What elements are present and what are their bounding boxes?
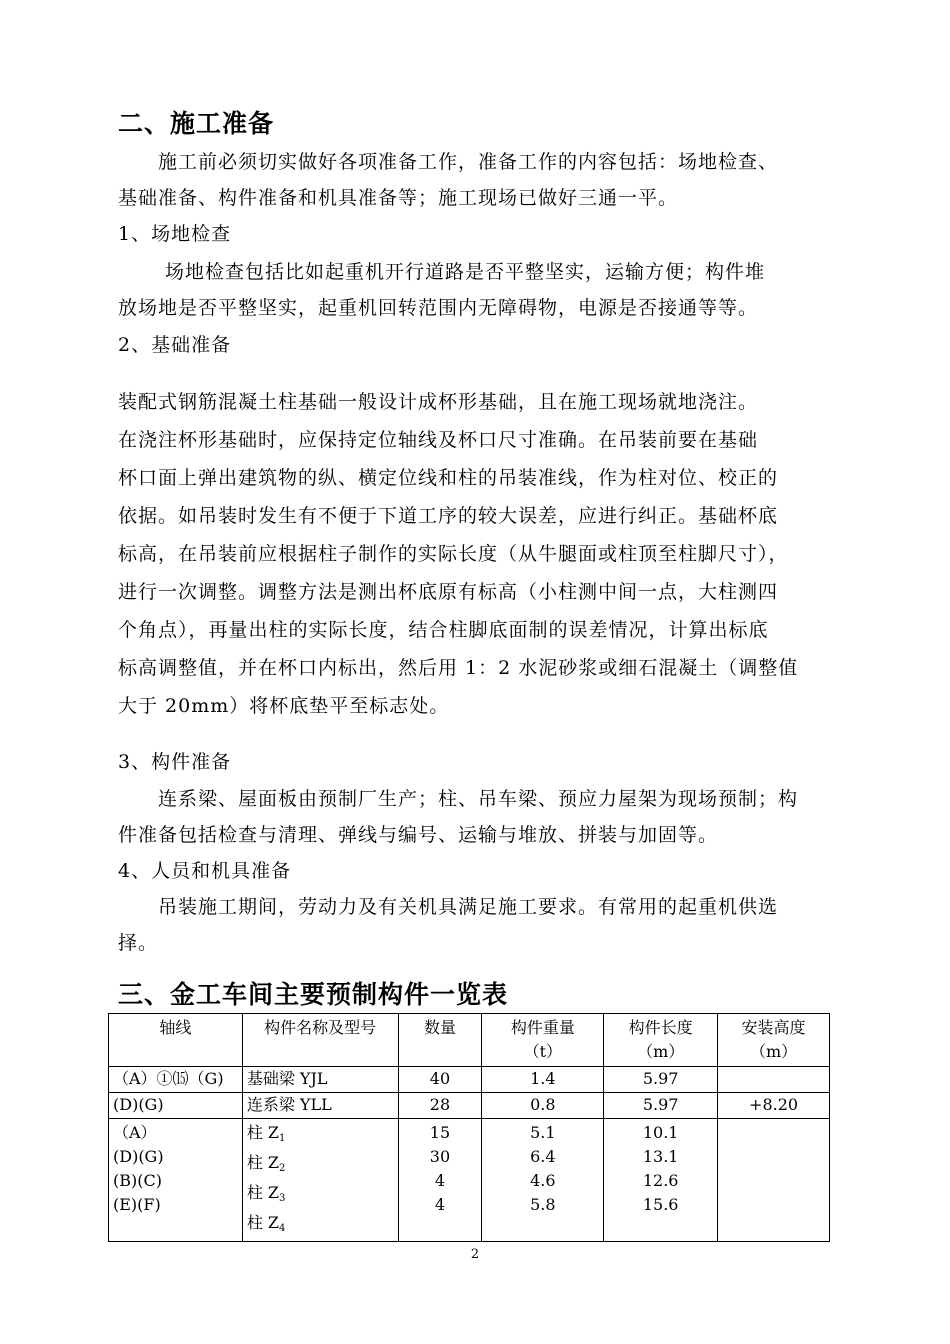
column-weight: 5.8 [530,1195,556,1214]
foundation-line-3: 杯口面上弹出建筑物的纵、横定位线和柱的吊装准线，作为柱对位、校正的 [118,467,779,489]
column-axis: (D)(G) [113,1147,164,1166]
cell-qty: 40 [398,1067,482,1093]
cell-qty: 28 [398,1093,482,1119]
column-weight: 6.4 [530,1147,556,1166]
foundation-line-9: 大于 20mm）将杯底垫平至标志处。 [118,695,450,717]
column-axis: (B)(C) [113,1171,162,1190]
column-axis: （A） [113,1123,157,1142]
column-length: 10.1 [642,1123,679,1142]
column-name: 柱 $Z_1$ [246,1123,286,1144]
table-row [109,1093,830,1119]
header-length-unit: （m） [637,1042,685,1061]
column-weight: 4.6 [530,1171,556,1190]
personnel-line-2: 择。 [118,932,159,954]
item-title-site-check: 1、场地检查 [118,223,232,245]
column-name: 柱 $Z_2$ [246,1153,286,1174]
foundation-line-1: 装配式钢筋混凝土柱基础一般设计成杯形基础，且在施工现场就地浇注。 [118,391,759,413]
intro-line-2: 基础准备、构件准备和机具准备等；施工现场已做好三通一平。 [118,187,679,209]
cell-weight: 1.4 [482,1067,604,1093]
header-height-unit: （m） [749,1042,798,1061]
cell-qty-group [398,1119,482,1242]
cell-height [718,1067,830,1093]
components-line-1: 连系梁、屋面板由预制厂生产；柱、吊车梁、预应力屋架为现场预制；构 [158,788,799,810]
component-table [108,1013,830,1242]
header-axis: 轴线 [109,1014,243,1067]
cell-name: 基础梁 YJL [242,1067,398,1093]
header-length-label: 构件长度 [628,1018,693,1037]
column-axis: (E)(F) [113,1195,161,1214]
column-qty: 15 [429,1123,451,1142]
column-qty: 30 [429,1147,451,1166]
foundation-line-8: 标高调整值，并在杯口内标出，然后用 1：2 水泥砂浆或细石混凝土（调整值 [118,657,799,679]
page-number: 2 [470,1247,480,1262]
column-length: 13.1 [642,1147,679,1166]
section-heading-preparation: 二、施工准备 [118,109,275,138]
cell-height: +8.20 [718,1093,830,1119]
cell-axis-group [109,1119,243,1242]
table-row-columns [109,1119,830,1242]
foundation-line-5: 标高，在吊装前应根据柱子制作的实际长度（从牛腿面或柱顶至柱脚尺寸）， [118,543,789,565]
table-row [109,1067,830,1093]
item-title-components: 3、构件准备 [118,751,232,773]
cell-weight: 0.8 [482,1093,604,1119]
cell-name: 连系梁 YLL [242,1093,398,1119]
column-length: 12.6 [642,1171,679,1190]
foundation-line-6: 进行一次调整。调整方法是测出杯底原有标高（小柱测中间一点，大柱测四 [118,581,779,603]
column-qty: 4 [434,1171,446,1190]
site-check-line-1: 场地检查包括比如起重机开行道路是否平整坚实，运输方便；构件堆 [165,261,766,283]
header-name: 构件名称及型号 [242,1014,398,1067]
header-qty: 数量 [398,1014,482,1067]
personnel-line-1: 吊装施工期间，劳动力及有关机具满足施工要求。有常用的起重机供选 [158,896,779,918]
header-height [718,1014,830,1067]
components-line-2: 件准备包括检查与清理、弹线与编号、运输与堆放、拼装与加固等。 [118,824,719,846]
header-weight-label: 构件重量 [510,1018,575,1037]
header-length [604,1014,718,1067]
cell-weight-group [482,1119,604,1242]
column-name: 柱 $Z_3$ [246,1183,286,1204]
cell-axis: (D)(G) [109,1093,243,1119]
intro-line-1: 施工前必须切实做好各项准备工作，准备工作的内容包括：场地检查、 [158,151,779,173]
column-qty: 4 [434,1195,446,1214]
cell-length: 5.97 [604,1093,718,1119]
item-title-foundation: 2、基础准备 [118,334,232,356]
cell-axis: （A）①⒂（G) [109,1067,243,1093]
foundation-line-4: 依据。如吊装时发生有不便于下道工序的较大误差，应进行纠正。基础杯底 [118,505,779,527]
site-check-line-2: 放场地是否平整坚实，起重机回转范围内无障碍物，电源是否接通等等。 [118,297,759,319]
column-name: 柱 $Z_4$ [246,1213,286,1234]
column-weight: 5.1 [530,1123,556,1142]
foundation-line-7: 个角点），再量出柱的实际长度，结合柱脚底面制的误差情况，计算出标底 [118,619,769,641]
header-weight [482,1014,604,1067]
header-height-label: 安装高度 [741,1018,806,1037]
table-header-row [109,1014,830,1067]
column-length: 15.6 [642,1195,679,1214]
cell-name-group [242,1119,398,1242]
header-weight-unit: （t） [523,1042,563,1061]
foundation-line-2: 在浇注杯形基础时，应保持定位轴线及杯口尺寸准确。在吊装前要在基础 [118,429,759,451]
cell-length-group [604,1119,718,1242]
cell-height-group [718,1119,830,1242]
section-heading-component-list: 三、金工车间主要预制构件一览表 [118,980,509,1009]
item-title-personnel: 4、人员和机具准备 [118,860,292,882]
cell-length: 5.97 [604,1067,718,1093]
